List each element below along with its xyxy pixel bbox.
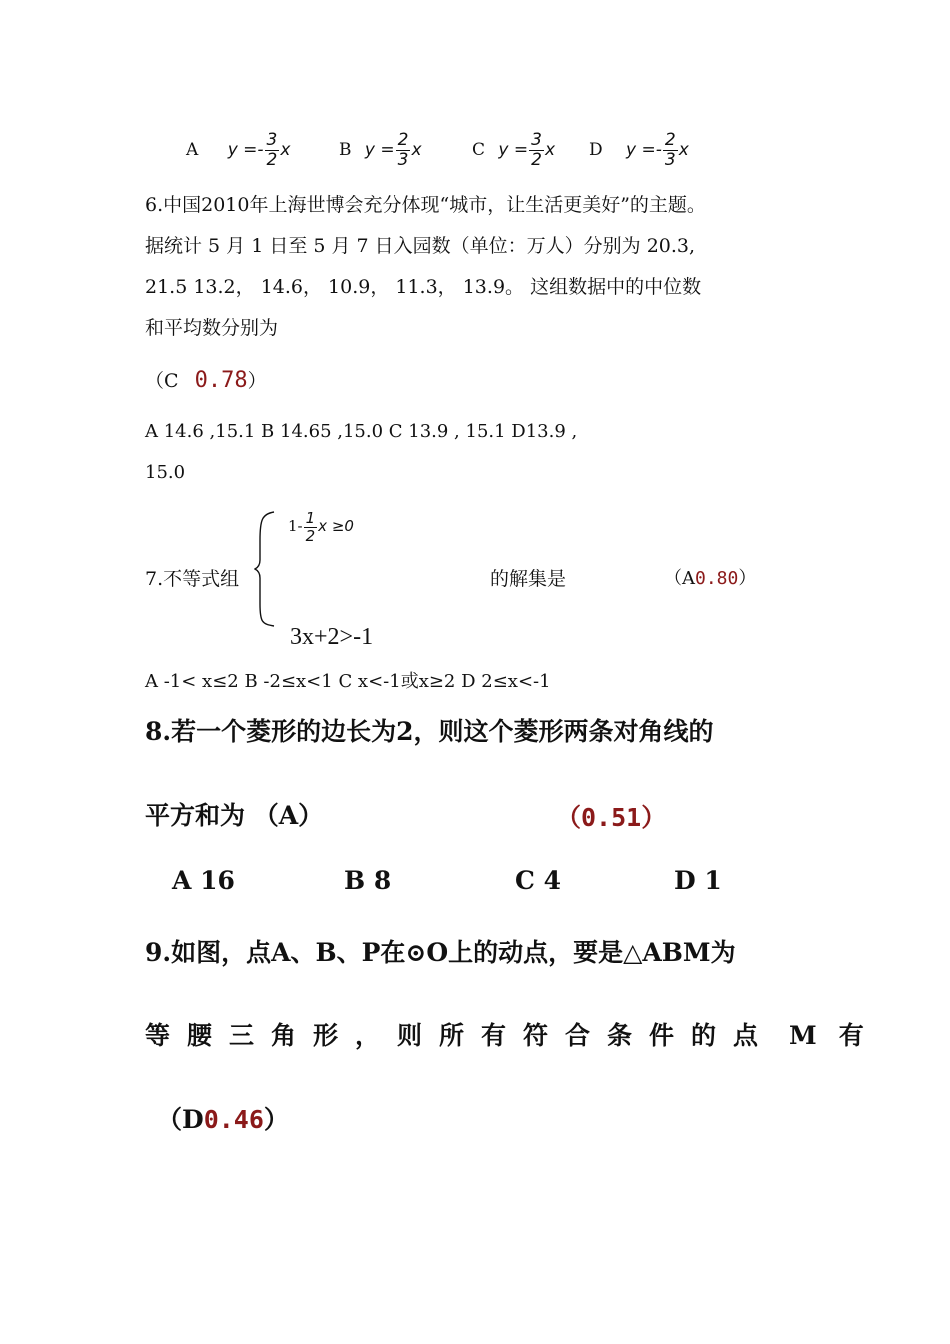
- q5-option-d-fraction: [663, 132, 678, 169]
- q5-option-b-var: x: [411, 140, 422, 160]
- q5-option-a: [186, 130, 290, 170]
- q5-option-a-var: x: [280, 140, 291, 160]
- q5-option-c-fraction: [529, 132, 544, 169]
- q8-option-a: A 16: [172, 866, 235, 895]
- q7-left-brace: [254, 510, 276, 628]
- q6-answer: [145, 366, 267, 393]
- q5-option-b: [339, 130, 422, 170]
- q5-option-d-label: D: [589, 140, 603, 160]
- q5-option-d-expr: y =-: [626, 140, 662, 160]
- q7-answer-prefix: （A: [664, 568, 695, 589]
- q8-option-b: B 8: [344, 866, 392, 895]
- q6-answer-suffix: ）: [247, 370, 267, 392]
- q6-line-3: 21.5 13.2， 14.6， 10.9， 11.3， 13.9。 这组数据中的中位数: [145, 276, 702, 298]
- q5-option-c: [472, 130, 555, 170]
- q9-line-2-end: 有: [838, 1021, 864, 1050]
- q8-option-c: C 4: [515, 866, 561, 895]
- fraction-denominator: 2: [266, 150, 278, 170]
- q7-answer-suffix: ）: [738, 568, 757, 589]
- fraction-numerator: 2: [664, 130, 676, 150]
- q9-answer-prefix: （D: [157, 1105, 204, 1134]
- q9-line-2-text: 等腰三角形，则所有符合条件的点: [145, 1021, 776, 1050]
- q7-stem-suffix: 的解集是: [490, 568, 567, 590]
- fraction-numerator: 2: [397, 130, 409, 150]
- q6-line-2: 据统计 5 月 1 日至 5 月 7 日入园数（单位：万人）分别为 20.3,: [145, 235, 696, 257]
- q5-option-b-fraction: [396, 132, 411, 169]
- q7-stem-prefix: 7.不等式组: [145, 568, 240, 590]
- q6-answer-score: 0.78: [194, 368, 248, 393]
- q5-option-a-expr: y =-: [227, 140, 264, 160]
- q6-answer-prefix: （C: [145, 370, 179, 392]
- q5-option-c-label: C: [472, 140, 486, 160]
- fraction-denominator: 2: [531, 150, 542, 170]
- fraction-numerator: 3: [531, 130, 542, 150]
- q7-inequality-2: 3x+2>-1: [290, 624, 374, 650]
- fraction-denominator: 2: [305, 526, 316, 545]
- q6-options-line-1: A 14.6 ,15.1 B 14.65 ,15.0 C 13.9 , 15.1 D13.9 ,: [145, 421, 578, 442]
- q7-ineq1-prefix: 1-: [288, 517, 303, 535]
- q6-options-line-2: 15.0: [145, 462, 186, 483]
- q5-option-b-expr: y =: [364, 140, 395, 160]
- q8-score: （0.51）: [556, 803, 667, 832]
- q5-option-a-fraction: [265, 132, 280, 169]
- q9-answer: [157, 1100, 289, 1136]
- q9-line-2-m: M: [789, 1021, 817, 1050]
- q9-line-1: 9.如图，点A、B、P在⊙O上的动点，要是△ABM为: [145, 938, 736, 967]
- q7-answer-score: 0.80: [695, 568, 739, 589]
- q7-inequality-1: [288, 504, 354, 548]
- q9-answer-suffix: ）: [263, 1105, 289, 1134]
- q8-line-2: 平方和为 （A）: [145, 801, 324, 830]
- q8-line-1: 8.若一个菱形的边长为2，则这个菱形两条对角线的: [145, 717, 714, 746]
- fraction-denominator: 3: [664, 150, 676, 170]
- q5-option-d: [589, 130, 689, 170]
- q9-line-2: [145, 1016, 864, 1052]
- q5-option-b-label: B: [339, 140, 352, 160]
- q5-option-d-var: x: [678, 140, 689, 160]
- q7-ineq1-fraction: [304, 508, 318, 545]
- q8-option-d: D 1: [674, 866, 722, 895]
- q6-line-1: 6.中国2010年上海世博会充分体现“城市，让生活更美好”的主题。: [145, 194, 706, 216]
- q9-answer-score: 0.46: [203, 1105, 264, 1134]
- q6-line-4: 和平均数分别为: [145, 317, 279, 339]
- q7-answer: [664, 564, 756, 590]
- fraction-numerator: 3: [266, 130, 278, 150]
- fraction-denominator: 3: [397, 150, 409, 170]
- q5-option-a-label: A: [186, 140, 199, 160]
- q7-ineq1-suffix: x ≥0: [318, 517, 354, 535]
- q7-options: A -1< x≤2 B -2≤x<1 C x<-1或x≥2 D 2≤x<-1: [145, 671, 551, 692]
- fraction-numerator: 1: [305, 508, 316, 527]
- q5-option-c-expr: y =: [498, 140, 529, 160]
- q5-option-c-var: x: [544, 140, 556, 160]
